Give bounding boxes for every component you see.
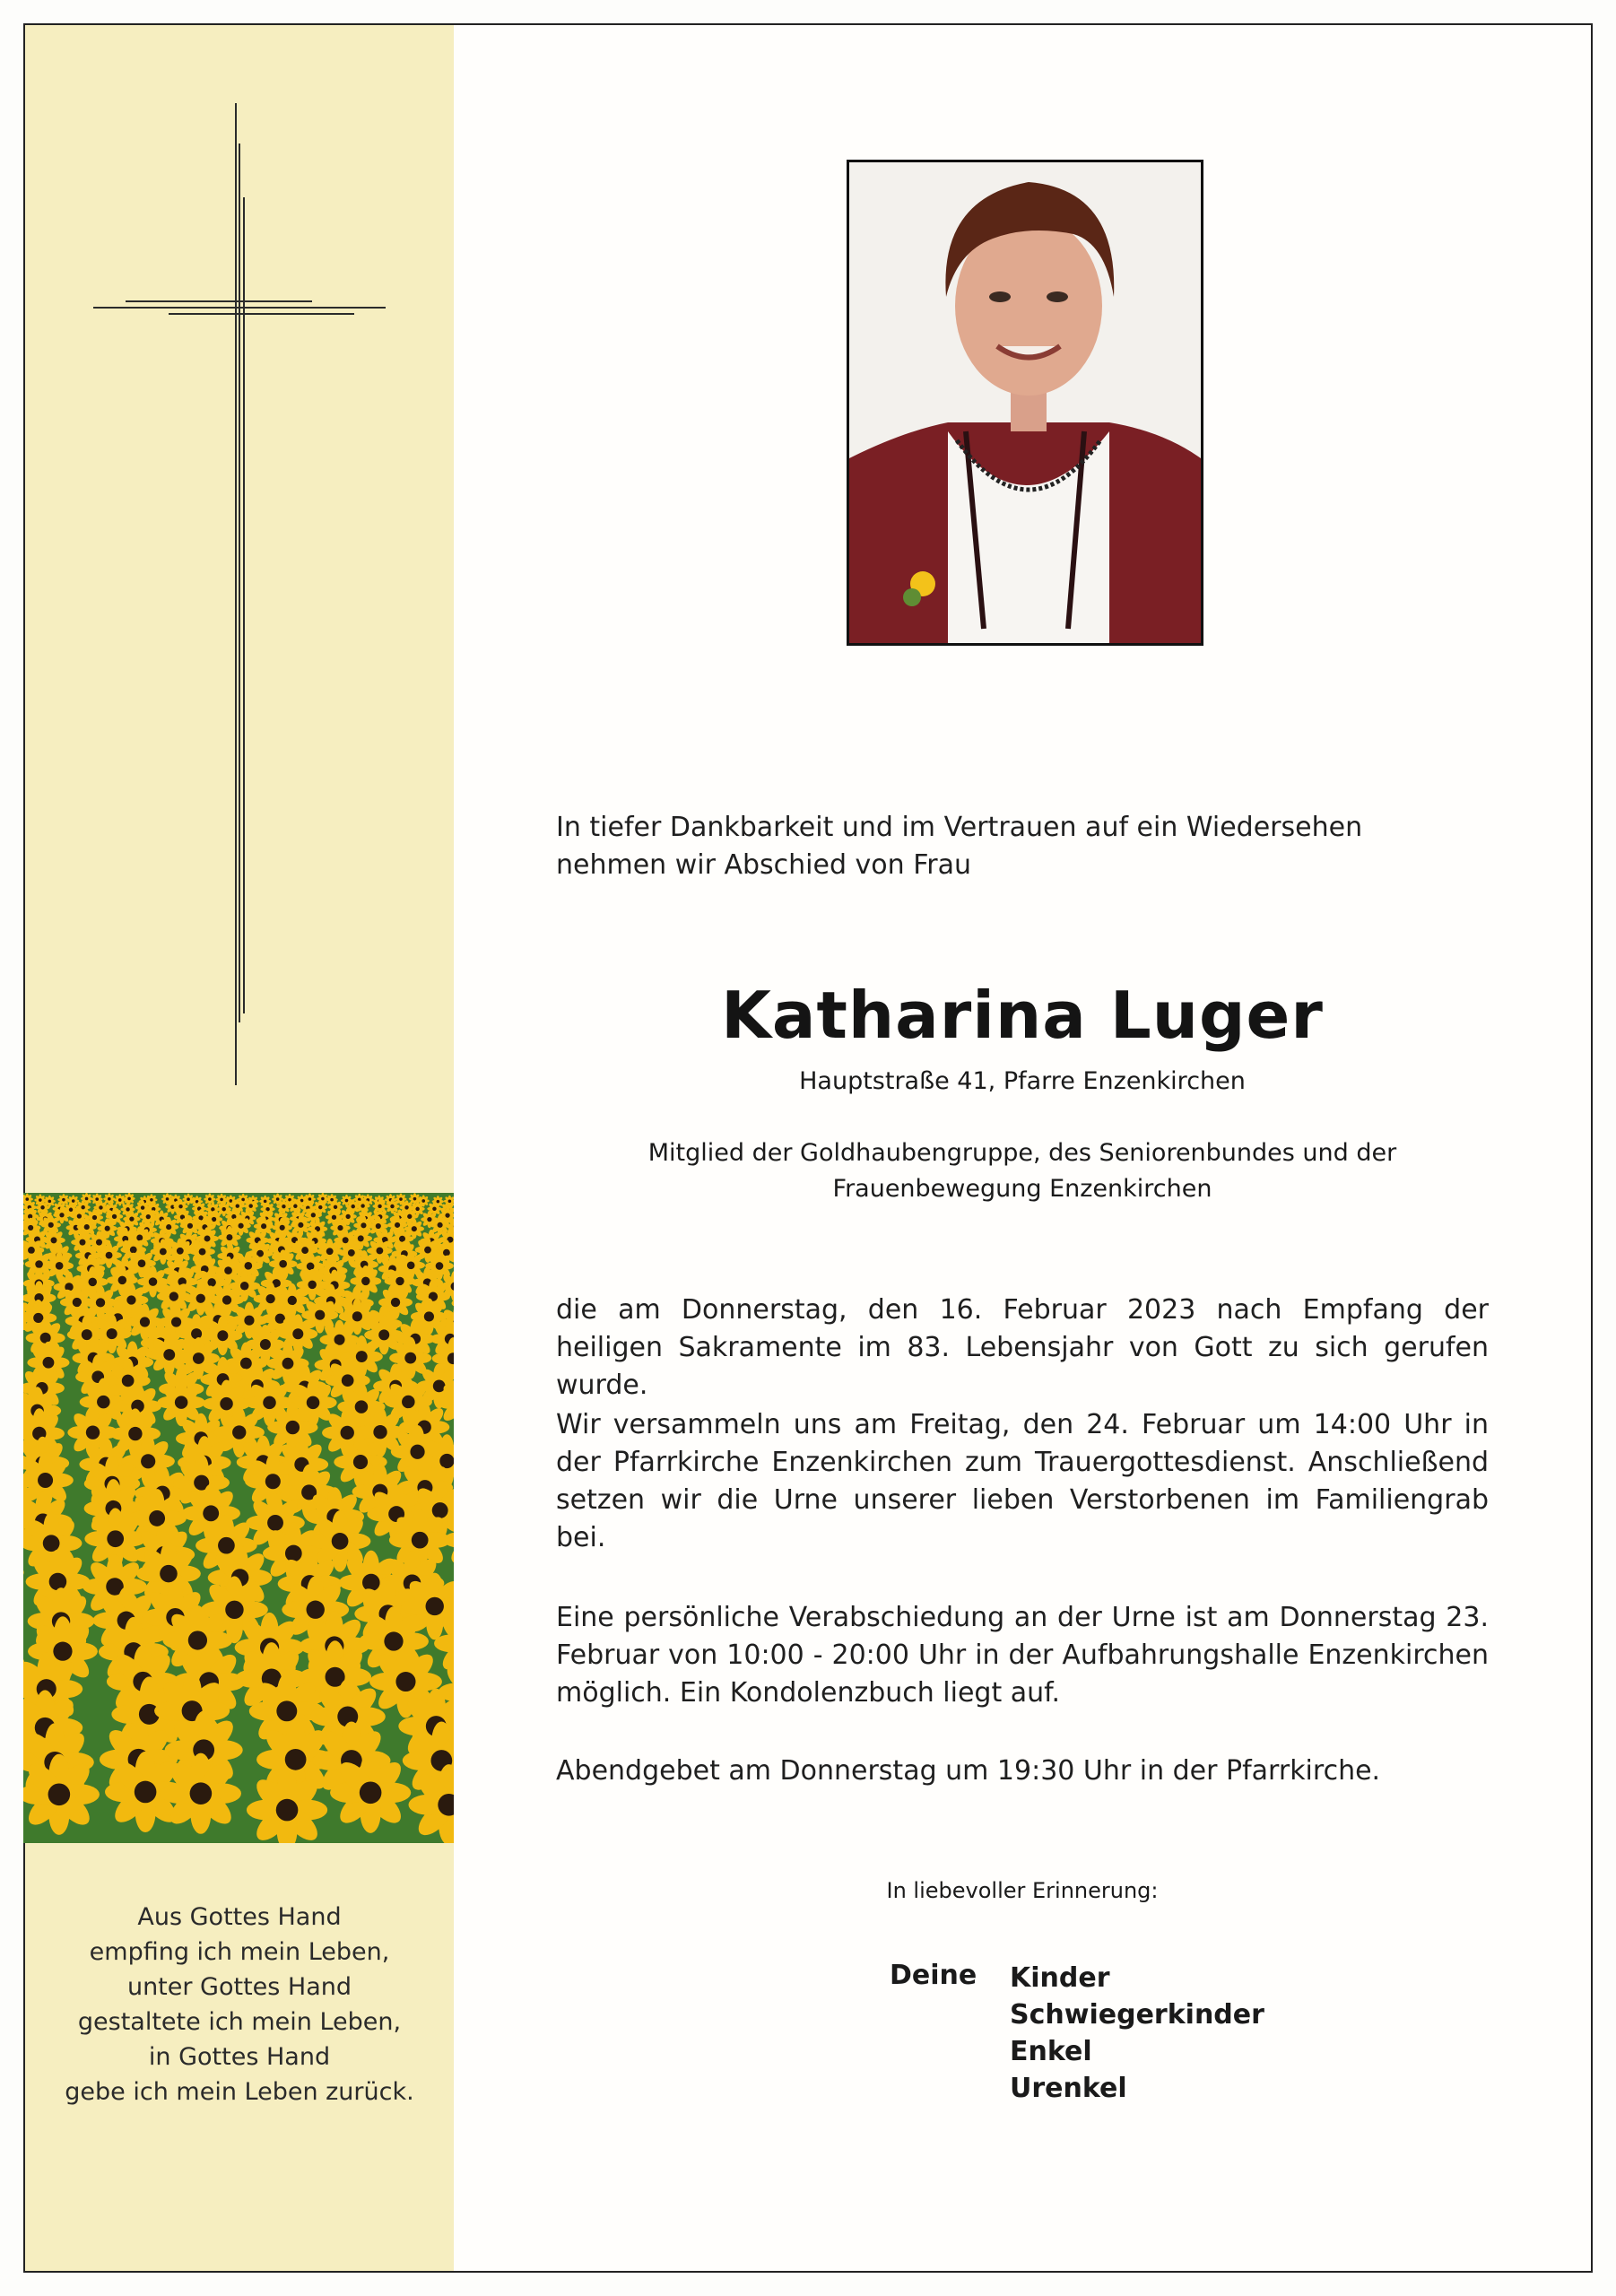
intro-line: In tiefer Dankbarkeit und im Vertrauen auf ein Wiedersehen <box>556 812 1363 843</box>
family-member: Urenkel <box>1010 2073 1127 2104</box>
flower-field-image <box>23 1193 454 1843</box>
membership-line: Frauenbewegung Enzenkirchen <box>832 1175 1212 1203</box>
membership-text <box>556 1135 1489 1207</box>
deine-label: Deine <box>890 1960 977 1991</box>
service-paragraph: Wir versammeln uns am Freitag, den 24. Februar um 14:00 Uhr in der Pfarrkirche Enzenkirchen zum Trauergottesdienst. Anschließend setzen wir die Urne unserer lieben Verstorbenen im Familiengrab bei. <box>556 1409 1489 1553</box>
membership-line: Mitglied der Goldhaubengruppe, des Seniorenbundes und der <box>647 1139 1397 1167</box>
verse-line: in Gottes Hand <box>148 2043 331 2071</box>
death-paragraph: die am Donnerstag, den 16. Februar 2023 nach Empfang der heiligen Sakramente im 83. Lebensjahr von Gott zu sich gerufen wurde. <box>556 1294 1489 1401</box>
memory-line: In liebevoller Erinnerung: <box>886 1878 1159 1903</box>
deceased-address: Hauptstraße 41, Pfarre Enzenkirchen <box>799 1067 1246 1095</box>
verse-line: unter Gottes Hand <box>126 1973 352 2001</box>
family-member: Kinder <box>1010 1962 1110 1994</box>
family-list <box>1010 1960 1264 2107</box>
intro-line: nehmen wir Abschied von Frau <box>556 849 971 881</box>
family-member: Enkel <box>1010 2036 1092 2067</box>
family-member: Schwiegerkinder <box>1010 1999 1264 2031</box>
intro-text <box>556 809 1489 884</box>
cross-icon <box>25 90 454 1103</box>
farewell-paragraph: Eine persönliche Verabschiedung an der Urne ist am Donnerstag 23. Februar von 10:00 - 20:00 Uhr in der Aufbahrungshalle Enzenkirchen möglich. Ein Kondolenzbuch liegt auf. <box>556 1602 1489 1709</box>
verse-block <box>25 1900 454 2109</box>
verse-line: empfing ich mein Leben, <box>89 1938 390 1966</box>
deceased-name: Katharina Luger <box>721 978 1324 1053</box>
portrait-photo <box>847 160 1203 646</box>
verse-line: gestaltete ich mein Leben, <box>77 2008 402 2036</box>
prayer-paragraph: Abendgebet am Donnerstag um 19:30 Uhr in der Pfarrkirche. <box>556 1755 1381 1787</box>
verse-line: gebe ich mein Leben zurück. <box>65 2078 414 2106</box>
verse-line: Aus Gottes Hand <box>137 1903 342 1931</box>
